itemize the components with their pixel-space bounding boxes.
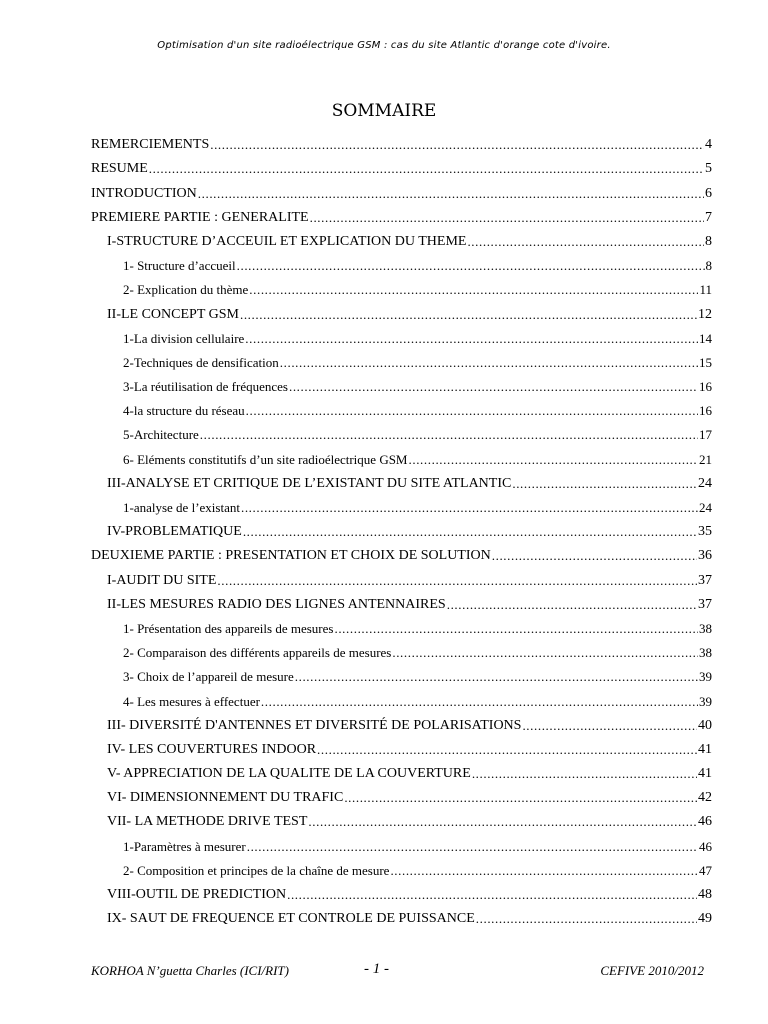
toc-entry[interactable] <box>91 903 712 927</box>
toc-entry[interactable] <box>91 226 712 250</box>
toc-entry-page: 5 <box>705 161 712 177</box>
toc-dot-leader <box>472 766 697 782</box>
toc-entry-label: V- APPRECIATION DE LA QUALITE DE LA COUVERTURE <box>107 766 471 782</box>
toc-entry[interactable] <box>91 419 712 443</box>
toc-dot-leader <box>237 258 705 274</box>
table-of-contents <box>91 129 712 927</box>
toc-entry[interactable] <box>91 782 712 806</box>
toc-entry[interactable] <box>91 613 712 637</box>
toc-entry-page: 49 <box>698 911 712 927</box>
toc-entry-label: VII- LA METHODE DRIVE TEST <box>107 814 308 830</box>
toc-entry[interactable] <box>91 855 712 879</box>
toc-dot-leader <box>247 839 698 855</box>
toc-entry-page: 16 <box>699 379 712 395</box>
toc-entry-label: 1-analyse de l’existant <box>123 500 240 515</box>
toc-entry-page: 46 <box>698 814 712 830</box>
toc-entry-page: 17 <box>699 427 712 443</box>
toc-entry-label: PREMIERE PARTIE : GENERALITE <box>91 209 309 225</box>
toc-entry-page: 8 <box>705 233 712 249</box>
toc-dot-leader <box>217 573 697 589</box>
toc-entry-label: VIII-OUTIL DE PREDICTION <box>107 887 287 902</box>
toc-entry-label: 3-La réutilisation de fréquences <box>123 379 288 395</box>
toc-entry-label: IX- SAUT DE FREQUENCE ET CONTROLE DE PUISSANCE <box>107 911 475 927</box>
toc-entry-label: 1-La division cellulaire <box>123 330 245 346</box>
toc-dot-leader <box>210 137 704 153</box>
toc-dot-leader <box>287 887 697 903</box>
toc-entry-label: IV-PROBLEMATIQUE <box>107 524 242 540</box>
toc-entry-page: 41 <box>698 741 712 757</box>
toc-entry-label: I-STRUCTURE D’ACCEUIL ET EXPLICATION DU THEME <box>107 233 467 249</box>
toc-entry[interactable] <box>91 806 712 830</box>
toc-entry-page: 7 <box>705 209 712 225</box>
toc-entry-page: 46 <box>699 838 712 854</box>
toc-entry[interactable] <box>91 540 712 564</box>
toc-entry-label: 1- Présentation des appareils de mesures <box>123 620 334 636</box>
toc-entry-page: 6 <box>705 185 712 201</box>
toc-entry-page: 4 <box>705 137 712 153</box>
toc-entry-page: 24 <box>699 500 712 515</box>
toc-entry-page: 24 <box>698 475 712 491</box>
toc-entry[interactable] <box>91 323 712 347</box>
toc-entry-page: 40 <box>698 717 712 733</box>
toc-entry[interactable] <box>91 347 712 371</box>
toc-entry-label: II-LES MESURES RADIO DES LIGNES ANTENNAIRES <box>107 596 446 612</box>
toc-entry[interactable] <box>91 468 712 492</box>
toc-entry[interactable] <box>91 564 712 588</box>
toc-entry-page: 42 <box>698 790 712 806</box>
toc-entry-label: II-LE CONCEPT GSM <box>107 306 239 322</box>
toc-entry-label: 5-Architecture <box>123 427 199 443</box>
toc-dot-leader <box>280 355 698 371</box>
toc-dot-leader <box>512 476 697 492</box>
toc-entry-page: 37 <box>698 572 712 588</box>
toc-dot-leader <box>308 814 697 830</box>
toc-entry-page: 38 <box>699 620 712 636</box>
toc-entry-label: III- DIVERSITÉ D'ANTENNES ET DIVERSITÉ DE POLARISATIONS <box>107 717 522 733</box>
toc-entry-label: 2- Comparaison des différents appareils de mesures <box>123 645 392 661</box>
toc-entry-page: 37 <box>698 596 712 612</box>
toc-dot-leader <box>409 452 699 468</box>
toc-entry-label: 2- Explication du thème <box>123 282 249 298</box>
toc-entry-page: 38 <box>699 645 712 661</box>
toc-entry[interactable] <box>91 274 712 298</box>
toc-dot-leader <box>476 911 697 927</box>
toc-entry-label: DEUXIEME PARTIE : PRESENTATION ET CHOIX DE SOLUTION <box>91 548 491 564</box>
toc-entry[interactable] <box>91 443 712 467</box>
toc-entry[interactable] <box>91 395 712 419</box>
toc-entry-page: 41 <box>698 766 712 782</box>
toc-dot-leader <box>390 863 698 879</box>
toc-entry-label: RESUME <box>91 161 148 177</box>
toc-entry[interactable] <box>91 177 712 201</box>
toc-entry[interactable] <box>91 250 712 274</box>
toc-entry[interactable] <box>91 492 712 516</box>
toc-entry[interactable] <box>91 153 712 177</box>
toc-dot-leader <box>344 790 697 806</box>
toc-dot-leader <box>295 669 698 685</box>
toc-entry[interactable] <box>91 879 712 903</box>
toc-entry-label: I-AUDIT DU SITE <box>107 572 217 588</box>
toc-dot-leader <box>447 597 697 613</box>
page-title: SOMMAIRE <box>331 101 437 121</box>
toc-entry-page: 15 <box>699 354 712 370</box>
toc-dot-leader <box>149 161 704 177</box>
toc-entry[interactable] <box>91 589 712 613</box>
toc-dot-leader <box>492 548 697 564</box>
toc-entry-label: REMERCIEMENTS <box>91 137 210 153</box>
footer-page-number: - 1 - <box>364 961 389 977</box>
toc-entry-page: 14 <box>699 330 712 346</box>
toc-entry-label: 1-Paramètres à mesurer <box>123 838 246 854</box>
toc-entry[interactable] <box>91 516 712 540</box>
toc-dot-leader <box>392 645 698 661</box>
toc-entry-page: 39 <box>699 669 712 685</box>
toc-entry-label: 3- Choix de l’appareil de mesure <box>123 669 294 685</box>
toc-entry-label: III-ANALYSE ET CRITIQUE DE L’EXISTANT DU SITE ATLANTIC <box>107 475 512 491</box>
toc-entry-label: INTRODUCTION <box>91 185 197 201</box>
toc-dot-leader <box>467 234 704 250</box>
toc-dot-leader <box>246 403 698 419</box>
toc-entry-label: 4- Les mesures à effectuer <box>123 693 260 709</box>
toc-entry[interactable] <box>91 202 712 226</box>
running-header: Optimisation d'un site radioélectrique GSM : cas du site Atlantic d'orange cote d'ivoire. <box>157 40 611 51</box>
toc-dot-leader <box>289 379 698 395</box>
toc-entry-page: 48 <box>698 887 712 902</box>
toc-entry-label: 6- Eléments constitutifs d’un site radioélectrique GSM <box>123 451 408 467</box>
footer-institution: CEFIVE 2010/2012 <box>600 963 704 978</box>
toc-entry[interactable] <box>91 734 712 758</box>
toc-dot-leader <box>310 210 704 226</box>
toc-entry-page: 21 <box>699 451 712 467</box>
toc-entry-page: 39 <box>699 693 712 709</box>
toc-entry-label: 2-Techniques de densification <box>123 354 279 370</box>
toc-entry-page: 36 <box>698 548 712 564</box>
toc-dot-leader <box>522 718 697 734</box>
toc-entry[interactable] <box>91 685 712 709</box>
toc-dot-leader <box>261 694 698 710</box>
toc-dot-leader <box>243 524 697 540</box>
toc-dot-leader <box>245 331 698 347</box>
toc-entry-label: VI- DIMENSIONNEMENT DU TRAFIC <box>107 790 344 806</box>
toc-entry-page: 11 <box>699 282 712 298</box>
toc-entry-label: 4-la structure du réseau <box>123 403 245 419</box>
toc-dot-leader <box>334 621 698 637</box>
toc-dot-leader <box>200 427 698 443</box>
toc-entry-label: 2- Composition et principes de la chaîne de mesure <box>123 862 390 878</box>
toc-entry[interactable] <box>91 830 712 854</box>
toc-dot-leader <box>317 742 697 758</box>
toc-entry[interactable] <box>91 129 712 153</box>
toc-dot-leader <box>240 307 697 323</box>
toc-entry-label: 1- Structure d’accueil <box>123 258 236 274</box>
page-footer <box>91 963 712 983</box>
toc-entry[interactable] <box>91 661 712 685</box>
toc-entry[interactable] <box>91 637 712 661</box>
toc-dot-leader <box>249 282 698 298</box>
toc-entry[interactable] <box>91 298 712 322</box>
toc-entry-page: 8 <box>705 258 712 274</box>
toc-entry-page: 16 <box>699 403 712 419</box>
toc-entry-page: 35 <box>698 524 712 540</box>
toc-entry-label: IV- LES COUVERTURES INDOOR <box>107 741 317 757</box>
toc-dot-leader <box>198 186 704 202</box>
toc-entry[interactable] <box>91 758 712 782</box>
toc-dot-leader <box>241 500 698 516</box>
toc-entry[interactable] <box>91 371 712 395</box>
toc-entry-page: 12 <box>698 306 712 322</box>
toc-entry[interactable] <box>91 710 712 734</box>
toc-entry-page: 47 <box>699 862 712 878</box>
footer-author: KORHOA N’guetta Charles (ICI/RIT) <box>91 963 289 978</box>
